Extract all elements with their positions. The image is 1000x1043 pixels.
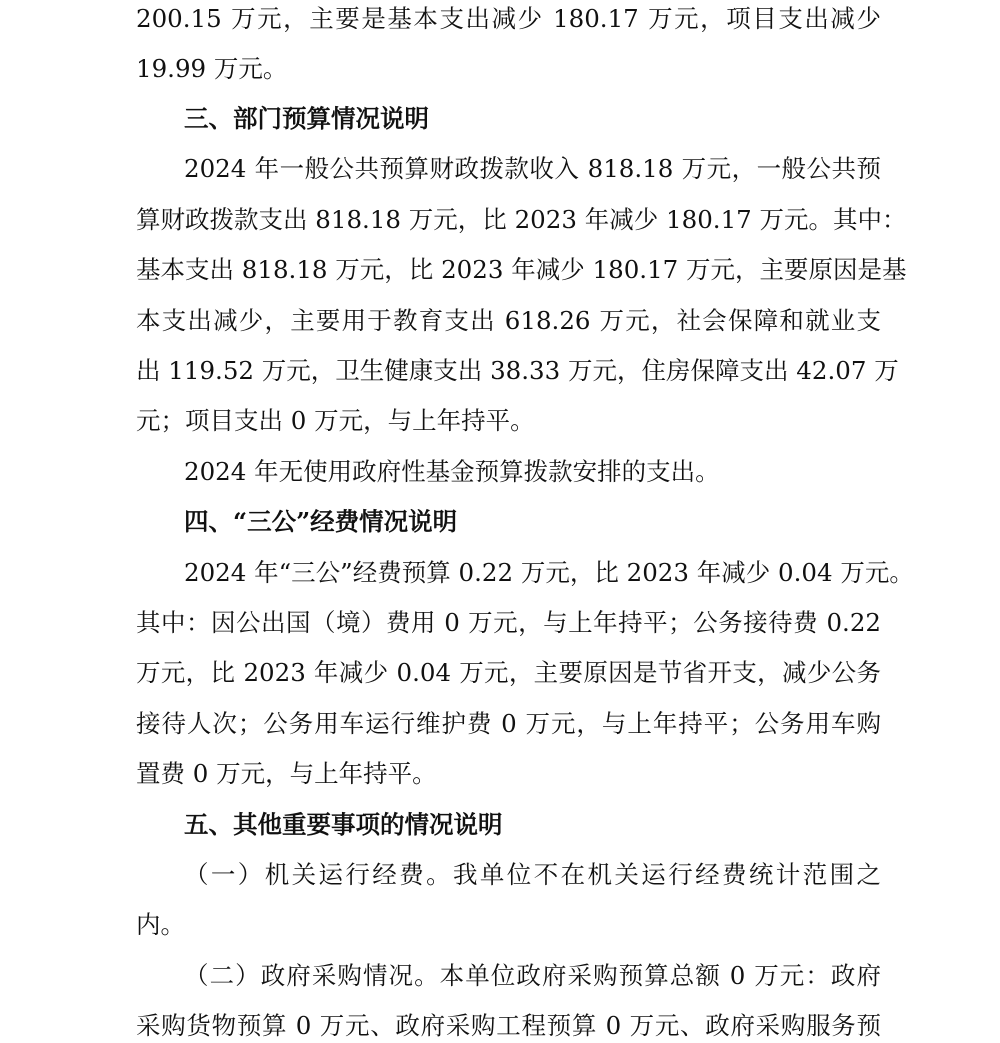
body-text-line: 万元，比 2023 年减少 0.04 万元，主要原因是节省开支，减少公务	[136, 658, 881, 687]
paragraph-first-line: 2024 年“三公”经费预算 0.22 万元，比 2023 年减少 0.04 万元。	[184, 558, 914, 587]
paragraph-first-line: 2024 年一般公共预算财政拨款收入 818.18 万元，一般公共预	[184, 154, 881, 183]
body-text-line: 基本支出 818.18 万元，比 2023 年减少 180.17 万元，主要原因是基	[136, 255, 907, 284]
subsection-first-line: （一）机关运行经费。我单位不在机关运行经费统计范围之	[184, 860, 881, 889]
subsection-first-line: （二）政府采购情况。本单位政府采购预算总额 0 万元：政府	[184, 961, 881, 990]
body-text-line: 接待人次；公务用车运行维护费 0 万元，与上年持平；公务用车购	[136, 709, 881, 738]
body-text-line: 200.15 万元，主要是基本支出减少 180.17 万元，项目支出减少	[136, 4, 881, 33]
body-text-line: 出 119.52 万元，卫生健康支出 38.33 万元，住房保障支出 42.07 万	[136, 356, 899, 385]
body-text-line: 其中：因公出国（境）费用 0 万元，与上年持平；公务接待费 0.22	[136, 608, 881, 637]
body-text-line: 置费 0 万元，与上年持平。	[136, 759, 437, 788]
body-text-line: 算财政拨款支出 818.18 万元，比 2023 年减少 180.17 万元。其中：	[136, 205, 907, 234]
body-text-line: 元；项目支出 0 万元，与上年持平。	[136, 406, 535, 435]
body-text-line: 19.99 万元。	[136, 54, 288, 83]
body-text-line: 内。	[136, 910, 185, 939]
body-text-line: 采购货物预算 0 万元、政府采购工程预算 0 万元、政府采购服务预	[136, 1011, 881, 1040]
section-heading: 五、其他重要事项的情况说明	[184, 810, 503, 839]
paragraph-first-line: 2024 年无使用政府性基金预算拨款安排的支出。	[184, 457, 720, 486]
body-text-line: 本支出减少，主要用于教育支出 618.26 万元，社会保障和就业支	[136, 306, 881, 335]
section-heading: 四、“三公”经费情况说明	[184, 507, 458, 536]
section-heading: 三、部门预算情况说明	[184, 104, 429, 133]
